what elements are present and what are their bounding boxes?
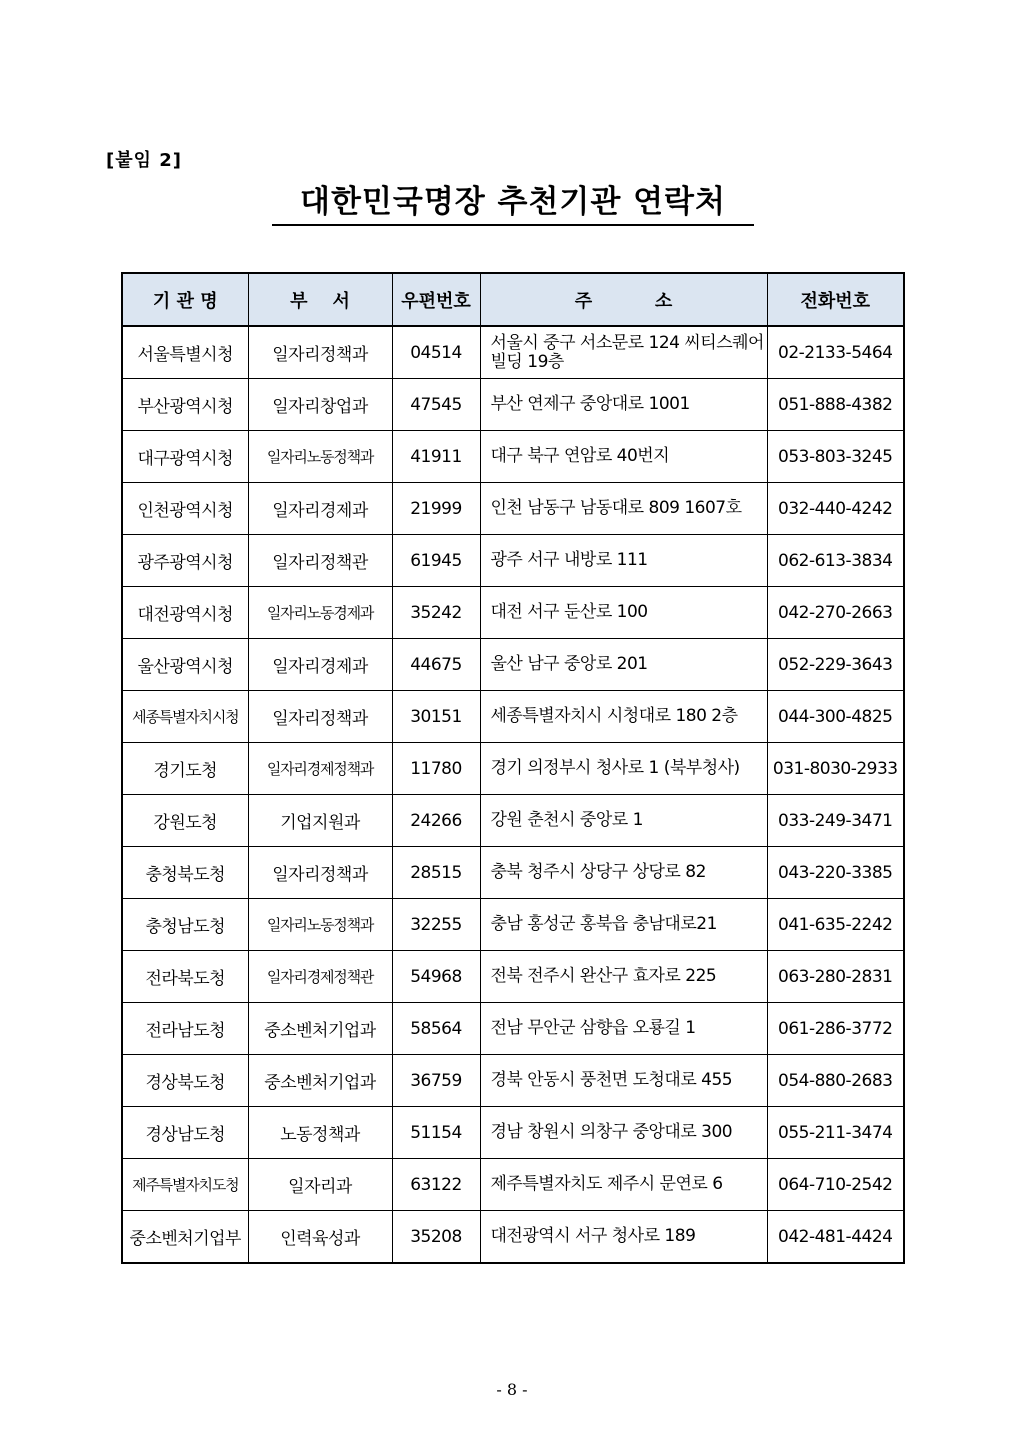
cell-address: 세종특별자치시 시청대로 180 2층 — [480, 691, 767, 743]
cell-org: 대구광역시청 — [122, 431, 248, 483]
cell-org: 경상남도청 — [122, 1107, 248, 1159]
cell-address: 충남 홍성군 홍북읍 충남대로21 — [480, 899, 767, 951]
cell-address: 대전 서구 둔산로 100 — [480, 587, 767, 639]
cell-phone: 032-440-4242 — [767, 483, 904, 535]
cell-address: 광주 서구 내방로 111 — [480, 535, 767, 587]
cell-dept: 중소벤처기업과 — [248, 1003, 392, 1055]
table-body — [122, 326, 904, 1263]
cell-org: 대전광역시청 — [122, 587, 248, 639]
cell-zip: 63122 — [392, 1159, 480, 1211]
cell-phone: 061-286-3772 — [767, 1003, 904, 1055]
cell-dept: 일자리정책과 — [248, 326, 392, 379]
cell-phone: 044-300-4825 — [767, 691, 904, 743]
cell-zip: 58564 — [392, 1003, 480, 1055]
cell-org: 중소벤처기업부 — [122, 1211, 248, 1264]
cell-phone: 062-613-3834 — [767, 535, 904, 587]
table-header-row — [122, 273, 904, 326]
table-row — [122, 326, 904, 379]
cell-dept: 인력육성과 — [248, 1211, 392, 1264]
table-row — [122, 379, 904, 431]
cell-phone: 063-280-2831 — [767, 951, 904, 1003]
cell-org: 제주특별자치도청 — [122, 1159, 248, 1211]
table-row — [122, 587, 904, 639]
cell-org: 울산광역시청 — [122, 639, 248, 691]
header-phone: 전화번호 — [767, 273, 904, 326]
cell-address: 부산 연제구 중앙대로 1001 — [480, 379, 767, 431]
cell-phone: 055-211-3474 — [767, 1107, 904, 1159]
table-row — [122, 431, 904, 483]
cell-dept: 일자리정책관 — [248, 535, 392, 587]
cell-org: 경상북도청 — [122, 1055, 248, 1107]
cell-address: 울산 남구 중앙로 201 — [480, 639, 767, 691]
cell-dept: 일자리정책과 — [248, 691, 392, 743]
cell-dept: 중소벤처기업과 — [248, 1055, 392, 1107]
cell-dept: 일자리경제과 — [248, 483, 392, 535]
cell-address: 경북 안동시 풍천면 도청대로 455 — [480, 1055, 767, 1107]
cell-zip: 30151 — [392, 691, 480, 743]
cell-dept: 일자리경제과 — [248, 639, 392, 691]
table-row — [122, 1003, 904, 1055]
cell-address: 경기 의정부시 청사로 1 (북부청사) — [480, 743, 767, 795]
cell-org: 부산광역시청 — [122, 379, 248, 431]
header-dept: 부 서 — [248, 273, 392, 326]
cell-dept: 일자리정책과 — [248, 847, 392, 899]
cell-org: 전라남도청 — [122, 1003, 248, 1055]
cell-zip: 36759 — [392, 1055, 480, 1107]
cell-org: 경기도청 — [122, 743, 248, 795]
cell-phone: 053-803-3245 — [767, 431, 904, 483]
page-number: - 8 - — [496, 1380, 528, 1399]
cell-dept: 일자리경제정책과 — [248, 743, 392, 795]
cell-zip: 28515 — [392, 847, 480, 899]
attachment-label: [붙임 2] — [106, 150, 183, 171]
contact-table — [121, 272, 905, 1264]
header-org: 기 관 명 — [122, 273, 248, 326]
cell-zip: 41911 — [392, 431, 480, 483]
cell-dept: 기업지원과 — [248, 795, 392, 847]
cell-zip: 54968 — [392, 951, 480, 1003]
table-row — [122, 1055, 904, 1107]
cell-org: 서울특별시청 — [122, 326, 248, 379]
table-row — [122, 847, 904, 899]
cell-org: 충청남도청 — [122, 899, 248, 951]
cell-phone: 041-635-2242 — [767, 899, 904, 951]
table-row — [122, 795, 904, 847]
cell-address: 충북 청주시 상당구 상당로 82 — [480, 847, 767, 899]
cell-dept: 일자리창업과 — [248, 379, 392, 431]
cell-address: 제주특별자치도 제주시 문연로 6 — [480, 1159, 767, 1211]
cell-zip: 24266 — [392, 795, 480, 847]
cell-phone: 052-229-3643 — [767, 639, 904, 691]
cell-address: 대구 북구 연암로 40번지 — [480, 431, 767, 483]
cell-zip: 04514 — [392, 326, 480, 379]
cell-org: 충청북도청 — [122, 847, 248, 899]
table-row — [122, 639, 904, 691]
cell-phone: 042-270-2663 — [767, 587, 904, 639]
table-row — [122, 1211, 904, 1264]
cell-zip: 44675 — [392, 639, 480, 691]
cell-zip: 35208 — [392, 1211, 480, 1264]
cell-zip: 11780 — [392, 743, 480, 795]
document-title: 대한민국명장 추천기관 연락처 — [272, 180, 754, 226]
cell-phone: 064-710-2542 — [767, 1159, 904, 1211]
cell-address: 전남 무안군 삼향읍 오룡길 1 — [480, 1003, 767, 1055]
table-row — [122, 743, 904, 795]
cell-phone: 031-8030-2933 — [767, 743, 904, 795]
table-row — [122, 691, 904, 743]
cell-org: 광주광역시청 — [122, 535, 248, 587]
cell-phone: 042-481-4424 — [767, 1211, 904, 1264]
cell-dept: 일자리노동경제과 — [248, 587, 392, 639]
table-row — [122, 535, 904, 587]
table-row — [122, 951, 904, 1003]
cell-address: 강원 춘천시 중앙로 1 — [480, 795, 767, 847]
cell-phone: 054-880-2683 — [767, 1055, 904, 1107]
header-zip: 우편번호 — [392, 273, 480, 326]
cell-phone: 02-2133-5464 — [767, 326, 904, 379]
table-row — [122, 899, 904, 951]
cell-dept: 일자리경제정책관 — [248, 951, 392, 1003]
header-address: 주 소 — [480, 273, 767, 326]
cell-zip: 61945 — [392, 535, 480, 587]
cell-zip: 51154 — [392, 1107, 480, 1159]
cell-phone: 051-888-4382 — [767, 379, 904, 431]
cell-zip: 21999 — [392, 483, 480, 535]
cell-address: 대전광역시 서구 청사로 189 — [480, 1211, 767, 1264]
cell-zip: 35242 — [392, 587, 480, 639]
cell-address: 인천 남동구 남동대로 809 1607호 — [480, 483, 767, 535]
cell-zip: 47545 — [392, 379, 480, 431]
cell-address: 전북 전주시 완산구 효자로 225 — [480, 951, 767, 1003]
cell-dept: 일자리노동정책과 — [248, 899, 392, 951]
cell-org: 세종특별자치시청 — [122, 691, 248, 743]
cell-address: 경남 창원시 의창구 중앙대로 300 — [480, 1107, 767, 1159]
cell-phone: 033-249-3471 — [767, 795, 904, 847]
cell-org: 인천광역시청 — [122, 483, 248, 535]
cell-dept: 노동정책과 — [248, 1107, 392, 1159]
cell-dept: 일자리노동정책과 — [248, 431, 392, 483]
cell-zip: 32255 — [392, 899, 480, 951]
table-row — [122, 483, 904, 535]
table-row — [122, 1159, 904, 1211]
cell-address: 서울시 중구 서소문로 124 씨티스퀘어빌딩 19층 — [480, 326, 767, 379]
cell-org: 전라북도청 — [122, 951, 248, 1003]
cell-dept: 일자리과 — [248, 1159, 392, 1211]
cell-phone: 043-220-3385 — [767, 847, 904, 899]
cell-org: 강원도청 — [122, 795, 248, 847]
table-row — [122, 1107, 904, 1159]
